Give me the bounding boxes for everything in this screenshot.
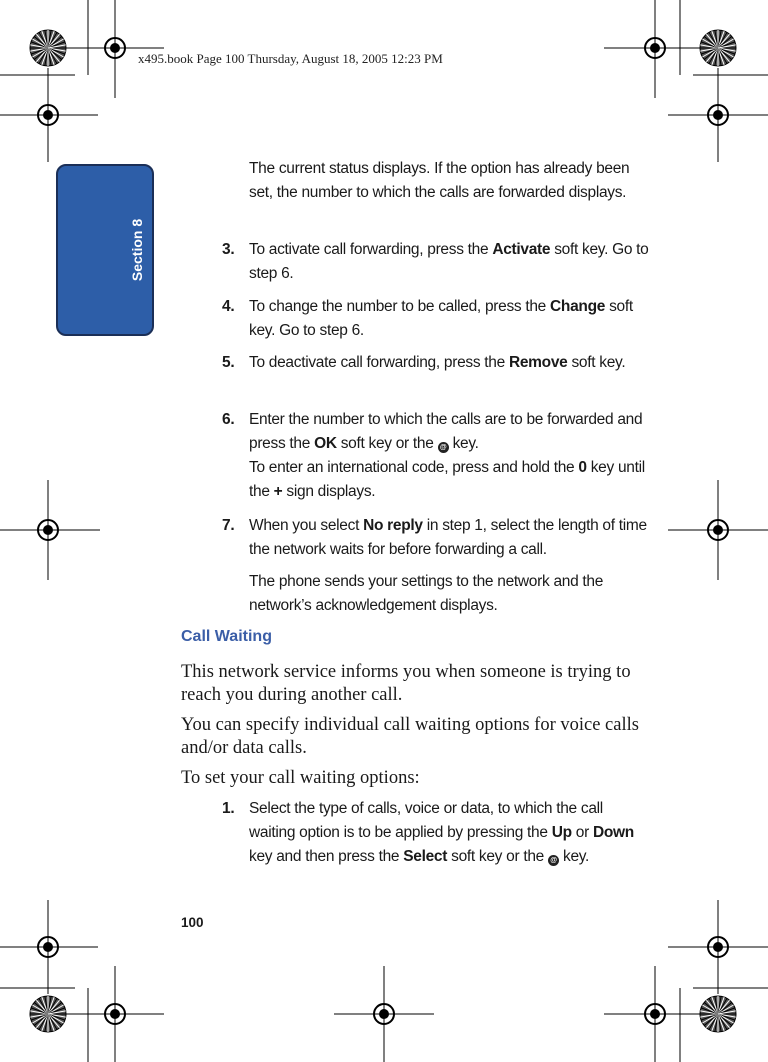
ok-key-icon: @ <box>548 855 559 866</box>
step-number: 6. <box>222 411 235 428</box>
step-7-text: When you select No reply in step 1, select the length of time the network waits for before forwarding a call. <box>249 517 647 558</box>
step-3-text: To activate call forwarding, press the Activate soft key. Go to step 6. <box>249 241 649 282</box>
outro-paragraph: The phone sends your settings to the network and the network’s acknowledgement displays. <box>249 573 604 614</box>
body-paragraph: This network service informs you when someone is trying to reach you during another call. <box>181 662 631 705</box>
call-waiting-step-1-text: Select the type of calls, voice or data, to which the call waiting option is to be applied by pressing the Up or Down key and then press the Select soft key or the @ key. <box>249 800 634 865</box>
step-number: 7. <box>222 517 235 534</box>
body-paragraph: You can specify individual call waiting options for voice calls and/or data calls. <box>181 715 639 758</box>
step-6-text: Enter the number to which the calls are to be forwarded and press the OK soft key or the @ key. To enter an international code, press and hold the 0 key until the + sign displays. <box>249 411 645 500</box>
body-paragraph: To set your call waiting options: <box>181 768 420 788</box>
print-file-info: x495.book Page 100 Thursday, August 18, 2005 12:23 PM <box>138 51 443 66</box>
step-5-text: To deactivate call forwarding, press the Remove soft key. <box>249 354 626 371</box>
step-number: 5. <box>222 354 235 371</box>
section-tab-label: Section 8 <box>129 218 145 282</box>
intro-paragraph: The current status displays. If the option has already been set, the number to which the calls are forwarded displays. <box>249 160 630 201</box>
step-number: 1. <box>222 800 235 817</box>
step-number: 4. <box>222 298 235 315</box>
ok-key-icon: @ <box>438 442 449 453</box>
page-number: 100 <box>181 915 204 930</box>
section-heading: Call Waiting <box>181 628 272 645</box>
step-4-text: To change the number to be called, press the Change soft key. Go to step 6. <box>249 298 633 339</box>
step-number: 3. <box>222 241 235 258</box>
